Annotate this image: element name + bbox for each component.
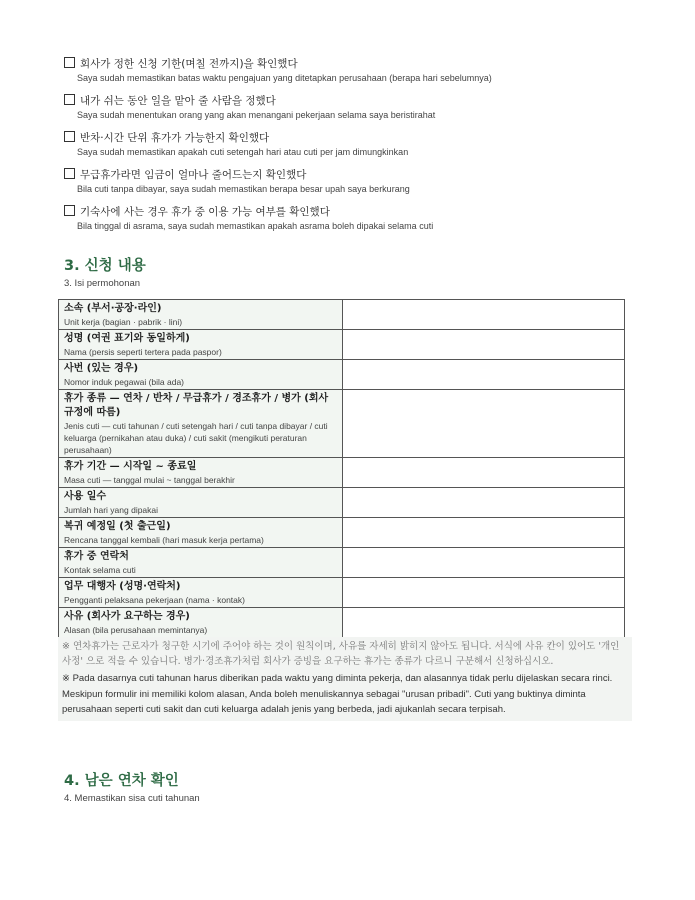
form-row [59, 548, 625, 578]
form-row [59, 300, 625, 330]
form-label-ko: 성명 (여권 표기와 동일하게) [64, 333, 190, 344]
note-id: ※ Pada dasarnya cuti tahunan harus diberikan pada waktu yang diminta pekerja, dan alasannya tidak perlu dijelaskan secara rinci. Meskipun formulir ini memiliki kolom alasan, Anda boleh menuliskannya sebagai "urusan pribadi". Cuti yang buktinya diminta perusahaan seperti cuti sakit dan cuti keluarga adalah jenis yang berbeda, jadi ajukanlah secara terpisah. [62, 673, 613, 715]
form-label-cell [59, 578, 343, 608]
form-label-id: Kontak selama cuti [64, 565, 136, 575]
checkbox[interactable] [64, 168, 75, 179]
form-input-cell[interactable] [343, 488, 625, 518]
form-row [59, 608, 625, 638]
form-label-ko: 휴가 중 연락처 [64, 551, 129, 562]
checklist-item-id: Saya sudah memastikan apakah cuti setengah hari atau cuti per jam dimungkinkan [77, 147, 409, 157]
form-row [59, 518, 625, 548]
checklist-item-ko: 내가 쉬는 동안 일을 맡아 줄 사람을 정했다 [80, 95, 276, 107]
checklist-item [64, 57, 644, 85]
form-label-ko: 복귀 예정일 (첫 출근일) [64, 521, 171, 532]
checklist-item [64, 205, 644, 233]
form-row [59, 578, 625, 608]
checklist-item-id: Saya sudah menentukan orang yang akan menangani pekerjaan selama saya beristirahat [77, 110, 436, 120]
form-label-cell [59, 548, 343, 578]
form-label-ko: 업무 대행자 (성명·연락처) [64, 581, 181, 592]
note-box [58, 637, 632, 721]
checklist-item [64, 94, 644, 122]
form-label-id: Alasan (bila perusahaan memintanya) [64, 625, 208, 635]
checkbox[interactable] [64, 94, 75, 105]
form-label-cell [59, 360, 343, 390]
form-input-cell[interactable] [343, 518, 625, 548]
note-ko: ※ 연차휴가는 근로자가 청구한 시기에 주어야 하는 것이 원칙이며, 사유를 자세히 밝히지 않아도 됩니다. 서식에 사유 칸이 있어도 '개인 사정' 으로 적을 수 있습니다. 병가·경조휴가처럼 회사가 증빙을 요구하는 휴가는 종류가 다르니 구분해서 신청하십시오. [62, 641, 620, 667]
checkbox[interactable] [64, 205, 75, 216]
section-3-title: 3. 신청 내용 [64, 258, 146, 274]
form-label-cell [59, 390, 343, 458]
form-label-id: Jumlah hari yang dipakai [64, 505, 159, 515]
form-label-ko: 사용 일수 [64, 491, 107, 502]
form-label-cell [59, 458, 343, 488]
form-row [59, 488, 625, 518]
form-row [59, 458, 625, 488]
section-4-title: 4. 남은 연차 확인 [64, 773, 179, 789]
form-row [59, 330, 625, 360]
checklist-item [64, 131, 644, 159]
form-input-cell[interactable] [343, 458, 625, 488]
form-input-cell[interactable] [343, 330, 625, 360]
checklist-item [64, 168, 644, 196]
form-label-id: Nomor induk pegawai (bila ada) [64, 377, 185, 387]
checkbox[interactable] [64, 57, 75, 68]
form-label-id: Nama (persis seperti tertera pada paspor) [64, 347, 222, 357]
application-form-table [58, 299, 625, 638]
form-label-cell [59, 300, 343, 330]
section-3-subtitle: 3. Isi permohonan [64, 278, 141, 289]
form-label-ko: 사유 (회사가 요구하는 경우) [64, 611, 190, 622]
form-label-id: Unit kerja (bagian · pabrik · lini) [64, 317, 183, 327]
form-input-cell[interactable] [343, 608, 625, 638]
form-row [59, 360, 625, 390]
checkbox[interactable] [64, 131, 75, 142]
form-label-cell [59, 330, 343, 360]
form-input-cell[interactable] [343, 360, 625, 390]
form-label-ko: 휴가 종류 — 연차 / 반차 / 무급휴가 / 경조휴가 / 병가 (회사 규정에 따름) [64, 393, 329, 418]
form-label-cell [59, 488, 343, 518]
form-input-cell[interactable] [343, 390, 625, 458]
form-label-id: Jenis cuti — cuti tahunan / cuti setengah hari / cuti tanpa dibayar / cuti keluarga (pernikahan atau duka) / cuti sakit (mengikuti peraturan perusahaan) [64, 421, 328, 455]
checklist-item-ko: 반차·시간 단위 휴가가 가능한지 확인했다 [80, 132, 270, 144]
section-4-subtitle: 4. Memastikan sisa cuti tahunan [64, 793, 200, 804]
form-label-ko: 사번 (있는 경우) [64, 363, 139, 374]
checklist-item-ko: 무급휴가라면 임금이 얼마나 줄어드는지 확인했다 [80, 169, 307, 181]
checklist-item-ko: 회사가 정한 신청 기한(며칠 전까지)을 확인했다 [80, 58, 298, 70]
form-input-cell[interactable] [343, 548, 625, 578]
form-label-id: Pengganti pelaksana pekerjaan (nama · kontak) [64, 595, 245, 605]
form-label-cell [59, 608, 343, 638]
form-label-id: Rencana tanggal kembali (hari masuk kerja pertama) [64, 535, 264, 545]
form-label-cell [59, 518, 343, 548]
form-label-ko: 휴가 기간 — 시작일 ~ 종료일 [64, 461, 197, 472]
checklist-item-ko: 기숙사에 사는 경우 휴가 중 이용 가능 여부를 확인했다 [80, 206, 330, 218]
form-row [59, 390, 625, 458]
checklist-item-id: Bila tinggal di asrama, saya sudah memastikan apakah asrama boleh dipakai selama cuti [77, 221, 434, 231]
form-label-ko: 소속 (부서·공장·라인) [64, 303, 162, 314]
form-input-cell[interactable] [343, 578, 625, 608]
checklist-item-id: Saya sudah memastikan batas waktu pengajuan yang ditetapkan perusahaan (berapa hari sebelumnya) [77, 73, 492, 83]
checklist [64, 57, 644, 242]
form-label-id: Masa cuti — tanggal mulai ~ tanggal berakhir [64, 475, 235, 485]
form-input-cell[interactable] [343, 300, 625, 330]
checklist-item-id: Bila cuti tanpa dibayar, saya sudah memastikan berapa besar upah saya berkurang [77, 184, 410, 194]
